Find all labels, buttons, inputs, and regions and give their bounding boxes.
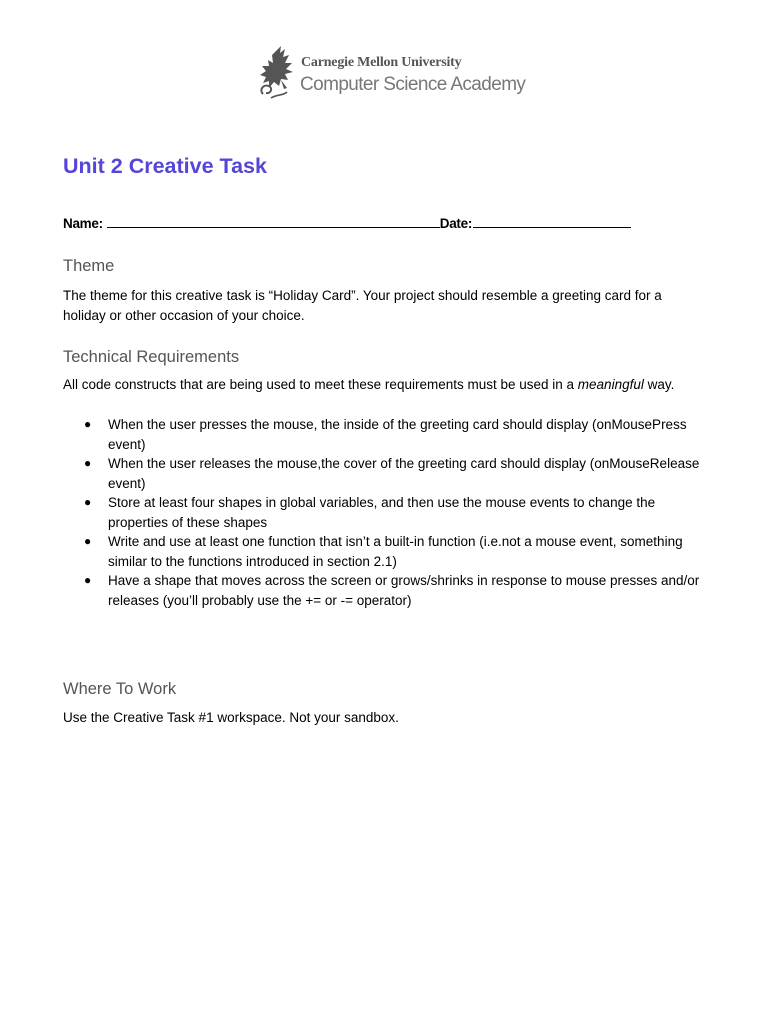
list-item [84,493,708,532]
intro-text-start: All code constructs that are being used to meet these requirements must be used in a [63,377,578,392]
technical-requirements-intro [63,375,723,395]
theme-heading: Theme [63,257,115,275]
list-item-text: When the user releases the mouse,the cover of the greeting card should display (onMouseRelease event) [108,456,700,491]
list-item-text: When the user presses the mouse, the inside of the greeting card should display (onMousePress event) [108,417,687,452]
intro-text-end: way. [643,377,675,392]
bullet-icon: ● [84,573,92,587]
technical-requirements-heading: Technical Requirements [63,348,240,366]
list-item [84,571,708,610]
name-label: Name: [63,216,103,231]
bullet-icon: ● [84,534,92,548]
list-item-text: Have a shape that moves across the screen or grows/shrinks in response to mouse presses and/or releases (you’ll probably use the += or -= operator) [108,573,700,608]
list-item-text: Store at least four shapes in global variables, and then use the mouse events to change the properties of these shapes [108,495,656,530]
page-title: Unit 2 Creative Task [63,154,267,178]
intro-emphasis: meaningful [577,377,644,392]
bullet-icon: ● [84,417,92,431]
list-item [84,415,708,454]
bullet-icon: ● [84,495,92,509]
logo-university-name: Carnegie Mellon University [301,55,462,70]
list-item [84,532,708,571]
requirements-list [84,415,708,610]
name-date-line [63,215,631,231]
date-label: Date: [439,216,473,231]
logo-program-name: Computer Science Academy [300,74,526,95]
cmu-scottie-dragon-icon [257,44,299,100]
cmu-csa-logo [257,44,526,102]
list-item [84,454,708,493]
where-to-work-text: Use the Creative Task #1 workspace. Not your sandbox. [63,710,399,725]
name-blank-line [107,215,440,228]
list-item-text: Write and use at least one function that isn’t a built-in function (i.e.not a mouse event, something similar to the functions introduced in section 2.1) [108,534,683,569]
bullet-icon: ● [84,456,92,470]
theme-text: The theme for this creative task is “Holiday Card”. Your project should resemble a greeting card for a holiday or other occasion of your choice. [63,288,662,323]
where-to-work-heading: Where To Work [63,680,177,698]
date-blank-line [473,215,631,228]
